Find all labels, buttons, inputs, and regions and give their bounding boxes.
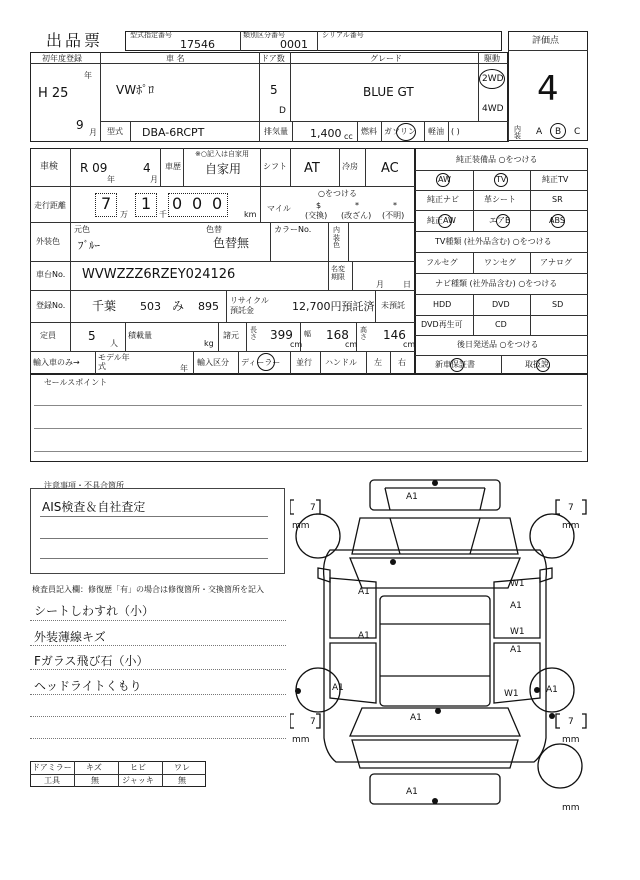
fuel-other: ( ) [451,127,460,136]
cooler-label: 冷房 [342,162,358,171]
door-count: 5 [270,83,278,97]
mark-rear-window: A1 [410,713,422,723]
handle-left: 左 [374,358,382,367]
import-div-label: 輸入区分 [197,358,229,367]
mark-right-rear-wheel: A1 [546,685,558,695]
grade-value: BLUE GT [363,85,414,99]
chassis-value: WVWZZZ6RZEY024126 [82,267,236,282]
tread-rear-left: 7 [310,717,316,727]
legend-jack-value: 無 [178,776,186,785]
recycle-unpaid: 未預託 [381,301,405,310]
legend-header-mirror: ドアミラー [32,763,72,772]
legend-tool-value: 無 [91,776,99,785]
later-warranty: 新車保証書 [435,360,475,369]
capacity-value: 5 [88,329,96,343]
height-value: 146 [383,328,406,342]
page-title: 出品票 [46,31,104,50]
color-orig-label: 元色 [74,225,90,234]
reg-number: 895 [198,300,219,313]
score-value: 4 [537,69,559,109]
capacity-label: 定員 [40,331,56,340]
reg-class: 503 [140,300,161,313]
category-label: 類別区分番号 [243,31,285,39]
exchange-label: (交換) [305,211,328,220]
cooler-value: AC [381,161,399,176]
tv-title: TV種類 (社外品含む) ○をつける [435,237,552,246]
tv-oneseg: ワンセグ [484,258,516,267]
width-label: 幅 [304,330,311,338]
model-spec-label: 型式指定番号 [130,31,172,39]
usage-value: 自家用 [205,162,242,176]
reg-kana: み [172,299,185,313]
fuel-light-oil: 軽油 [428,127,444,136]
inspection-month-unit: 月 [150,175,158,184]
drive-2wd: 2WD [482,74,504,84]
rename-label: 名変期限 [331,265,345,282]
mark-front-left-fender: A1 [358,587,370,597]
genuine-title: 純正装備品 ○をつける [456,155,538,164]
recycle-value: 12,700円預託済 [292,300,375,313]
legend-tool: 工具 [44,776,60,785]
mileage-sen-unit: 千 [159,210,167,219]
spare-tire-unit: mm [562,803,580,813]
legend-header-crack: ヒビ [130,763,146,772]
sales-point-label: セールスポイント [44,378,108,387]
load-label: 積載量 [128,331,152,340]
shift-value: AT [304,161,320,176]
length-value: 399 [270,328,293,342]
mark-right-door-front: W1 [510,579,525,589]
interior-b: B [555,127,562,137]
color-change-label: 色替 [206,225,222,234]
genuine-alloy: 純正AW [427,216,456,225]
fuel-circle [396,123,416,141]
interior-b-circle [550,123,566,139]
sales-point-box [30,374,588,462]
color-no-label: カラーNo. [274,225,312,234]
mark-right-door-rear: W1 [510,627,525,637]
car-damage-diagram [290,478,610,818]
height-unit: cm [403,340,416,349]
handle-right: 右 [398,358,406,367]
genuine-sr: SR [552,195,563,204]
usage-note: ※○記入は自家用 [195,150,249,158]
interior-color-label: 内装色 [333,226,340,250]
mileage-digit-one: 0 [212,194,223,213]
length-unit: cm [290,340,303,349]
interior-a: A [536,127,543,137]
genuine-abs-circle [551,214,565,228]
interior-c: C [574,127,581,137]
dims-label: 諸元 [223,331,239,340]
first-reg-label: 初年度登録 [42,54,82,63]
genuine-alloy-circle [438,214,452,228]
chassis-label: 車台No. [36,270,66,279]
tampered-label: (改ざん) [341,211,372,220]
drive-4wd: 4WD [482,104,504,114]
mileage-digit-thousand: 1 [141,194,152,213]
first-reg-month-unit: 月 [89,128,97,137]
grade-label: グレード [370,54,402,63]
type-value: DBA-6RCPT [142,126,205,139]
first-reg-month: 9 [76,118,84,132]
width-unit: cm [345,340,358,349]
parallel-option: 並行 [296,358,312,367]
inspection-month: 4 [143,161,151,175]
mark-dot-right-rear [534,687,540,693]
first-reg-year-unit: 年 [84,71,92,80]
color-orig-value: ﾌﾞﾙｰ [78,239,100,252]
dealer-option: ディーラー [241,358,281,367]
displacement-value: 1,400 [310,127,342,140]
mark-dot-rear-window [435,708,441,714]
door-label: ドア数 [261,54,285,63]
navi-dvd: DVD [492,300,510,309]
dealer-circle [257,353,275,371]
inspection-label: 車検 [40,162,59,172]
navi-sd: SD [552,300,564,309]
legend-header-break: ワレ [174,763,190,772]
genuine-aw-circle [436,173,450,187]
genuine-genuine-tv: 純正TV [542,175,569,184]
mile-label: マイル [267,204,291,213]
model-year-unit: 年 [180,364,188,373]
genuine-navi: 純正ナビ [427,195,459,204]
reg-label: 登録No. [36,301,66,310]
first-reg-era: H 25 [38,86,69,101]
serial-label: シリアル番号 [322,31,364,39]
car-name: VWﾎﾟﾛ [116,83,155,97]
rename-day: 日 [403,280,411,289]
legend-header-scratch: キズ [86,763,102,772]
mark-right-door-rear-2: A1 [510,645,522,655]
interior-label: 内装 [514,125,521,140]
tread-front-right-unit: mm [562,521,580,531]
genuine-abs: ABS [549,216,565,225]
tv-fullseg: フルセグ [426,258,458,267]
tread-rear-right: 7 [568,717,574,727]
caution-text: AIS検査＆自社査定 [42,500,146,514]
mark-dot-front [432,480,438,486]
cc-unit: cc [344,132,353,141]
genuine-airbag-circle [496,214,510,228]
capacity-unit: 人 [110,339,118,348]
width-value: 168 [326,328,349,342]
rename-month: 月 [376,280,384,289]
tv-analog: アナログ [540,258,572,267]
fuel-label: 燃料 [361,127,377,136]
category-no: 0001 [280,38,308,51]
handle-label: ハンドル [325,358,357,367]
tread-front-left-unit: mm [292,521,310,531]
mileage-label: 走行距離 [34,201,66,210]
mileage-man-unit: 万 [120,210,128,219]
length-label: 長さ [250,326,257,341]
reg-prefecture: 千葉 [92,299,117,313]
mark-left-door: A1 [358,631,370,641]
inspection-year-unit: 年 [107,175,115,184]
navi-hdd: HDD [433,300,452,309]
genuine-tv-circle [494,173,508,187]
drive-label: 駆動 [484,54,500,63]
circle-note: ○をつける [318,189,357,198]
note-line-2: 外装薄線キズ [34,630,106,644]
mileage-digit-ten: 0 [192,194,203,213]
displacement-label: 排気量 [264,127,288,136]
mileage-digit-hundred: 0 [172,194,183,213]
tread-rear-right-unit: mm [562,735,580,745]
mark-dot-windshield [390,559,396,565]
mark-dot-left-rear [295,688,301,694]
genuine-tv: TV [496,175,507,184]
exchange-mark: $ [316,201,322,210]
legend-jack: ジャッキ [122,776,154,785]
caution-label: 注意事項・不具合箇所 [44,481,124,490]
note-line-3: Fガラス飛び石（小） [34,654,149,668]
tread-rear-left-unit: mm [292,735,310,745]
tampered-mark: * [355,201,359,210]
color-change-value: 色替無 [213,236,250,250]
model-year-label: モデル年式 [98,353,130,371]
unknown-mark: * [393,201,397,210]
tread-front-left: 7 [310,503,316,513]
mark-left-rear-wheel: A1 [332,683,344,693]
genuine-leather: 革シート [484,195,516,204]
later-title: 後日発送品 ○をつける [457,340,539,349]
shift-label: シフト [263,162,287,171]
fuel-gasoline: ガソリン [384,127,416,136]
door-type: D [279,106,286,116]
drive-2wd-circle [479,69,505,89]
load-unit: kg [204,339,214,348]
inspector-label: 検査員記入欄：修復歴「有」の場合は修復箇所・交換箇所を記入 [32,585,264,594]
later-manual: 取扱説 [525,360,549,369]
later-manual-circle [536,358,550,372]
color-label: 外装色 [36,237,60,246]
mark-rear-bumper: A1 [406,787,418,797]
mark-right-door-front-2: A1 [510,601,522,611]
score-label: 評価点 [532,36,560,46]
km-unit: km [244,210,257,219]
later-warranty-circle [450,358,464,372]
type-label: 型式 [107,127,123,136]
usage-label: 車歴 [165,162,181,171]
import-label: 輸入車のみ→ [33,358,80,367]
recycle-label: リサイクル預託金 [230,296,269,315]
mark-dot-rear [432,798,438,804]
car-name-label: 車 名 [166,54,185,63]
mark-right-rear-quarter: W1 [504,689,519,699]
mark-front-bumper: A1 [406,492,418,502]
inspection-year: R 09 [80,161,108,175]
note-line-4: ヘッドライトくもり [34,679,142,693]
mileage-digit-ten-thousand: 7 [101,194,112,213]
tread-front-right: 7 [568,503,574,513]
height-label: 高さ [360,326,367,341]
navi-cd: CD [495,320,507,329]
mark-dot-right-tire [549,713,555,719]
navi-dvd-play: DVD再生可 [421,320,463,329]
unknown-label: (不明) [382,211,405,220]
model-spec-no: 17546 [180,38,215,51]
genuine-aw: AW [438,175,451,184]
navi-title: ナビ種類 (社外品含む) ○をつける [435,279,558,288]
note-line-1: シートしわすれ（小） [34,604,155,618]
genuine-airbag: エアB [489,216,511,225]
